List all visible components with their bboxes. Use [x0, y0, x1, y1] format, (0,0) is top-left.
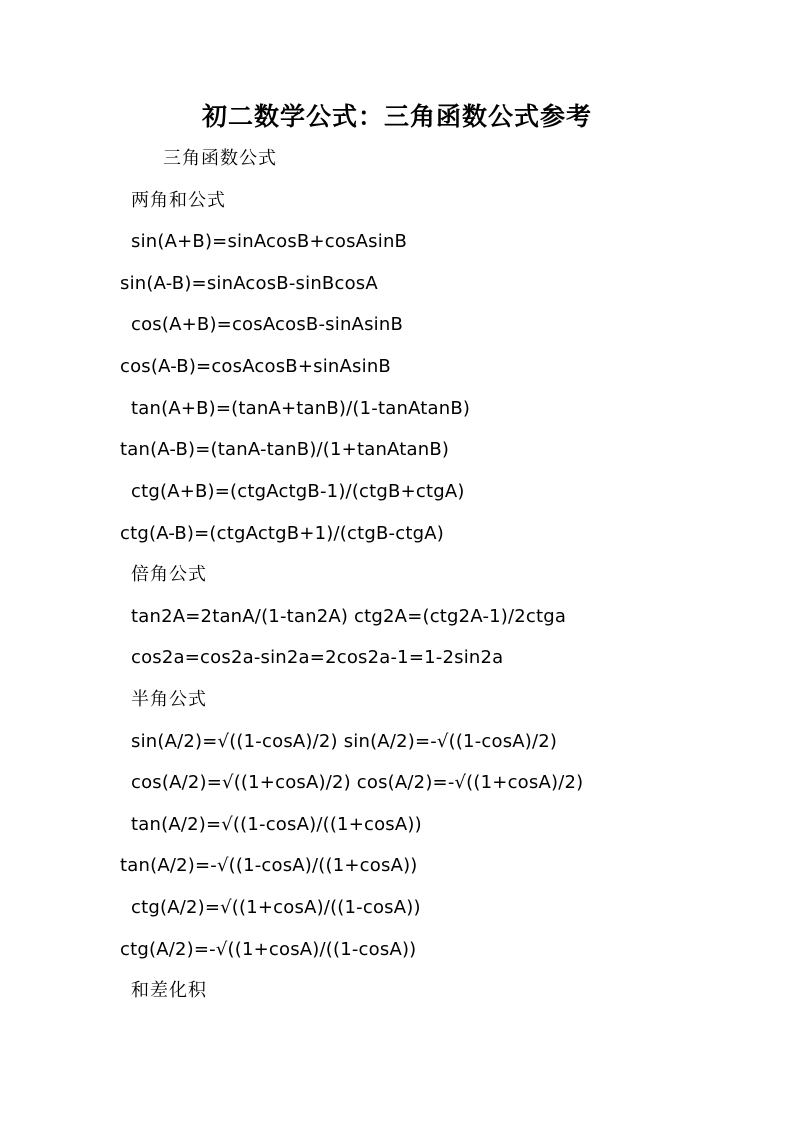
- formula-line: cos(A/2)=√((1+cosA)/2) cos(A/2)=-√((1+cosA)/2): [131, 772, 584, 793]
- formula-line: sin(A+B)=sinAcosB+cosAsinB: [131, 231, 408, 252]
- section-title: 三角函数公式: [163, 148, 277, 169]
- half-angle-heading: 半角公式: [131, 689, 207, 710]
- document-title: 初二数学公式：三角函数公式参考: [201, 102, 592, 131]
- formula-line: cos(A+B)=cosAcosB-sinAsinB: [131, 314, 404, 335]
- formula-line: ctg(A/2)=√((1+cosA)/((1-cosA)): [131, 897, 421, 918]
- formula-line: ctg(A/2)=-√((1+cosA)/((1-cosA)): [120, 939, 417, 960]
- sum-heading: 两角和公式: [131, 190, 226, 211]
- formula-line: tan(A+B)=(tanA+tanB)/(1-tanAtanB): [131, 398, 471, 419]
- formula-line: sin(A-B)=sinAcosB-sinBcosA: [120, 273, 378, 294]
- formula-line: tan(A-B)=(tanA-tanB)/(1+tanAtanB): [120, 439, 450, 460]
- double-angle-heading: 倍角公式: [131, 564, 207, 585]
- formula-line: tan2A=2tanA/(1-tan2A) ctg2A=(ctg2A-1)/2ctga: [131, 606, 567, 627]
- formula-line: tan(A/2)=-√((1-cosA)/((1+cosA)): [120, 855, 418, 876]
- formula-line: ctg(A-B)=(ctgActgB+1)/(ctgB-ctgA): [120, 523, 444, 544]
- formula-line: cos(A-B)=cosAcosB+sinAsinB: [120, 356, 391, 377]
- formula-line: tan(A/2)=√((1-cosA)/((1+cosA)): [131, 814, 422, 835]
- formula-line: ctg(A+B)=(ctgActgB-1)/(ctgB+ctgA): [131, 481, 465, 502]
- sum-to-product-heading: 和差化积: [131, 980, 207, 1001]
- formula-line: sin(A/2)=√((1-cosA)/2) sin(A/2)=-√((1-cosA)/2): [131, 731, 558, 752]
- formula-line: cos2a=cos2a-sin2a=2cos2a-1=1-2sin2a: [131, 647, 504, 668]
